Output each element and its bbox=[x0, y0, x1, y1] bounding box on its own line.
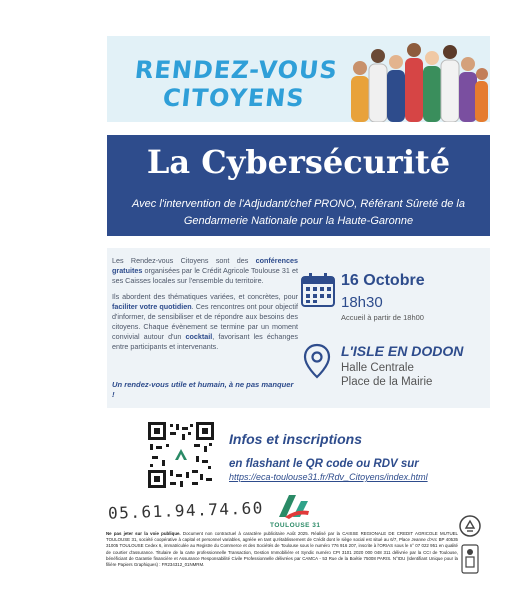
inscriptions-title: Infos et inscriptions bbox=[229, 431, 363, 447]
welcome-time: Accueil à partir de 18h00 bbox=[341, 313, 424, 322]
crowd-illustration bbox=[348, 38, 488, 122]
description-paragraph-1: Les Rendez-vous Citoyens sont des conférences gratuites organisées par le Crédit Agricole Toulouse 31 et ses Caisses locales sur l'ensemble du territoire. bbox=[112, 256, 298, 285]
recycling-icon bbox=[459, 515, 481, 537]
credit-agricole-logo bbox=[275, 491, 313, 521]
description-paragraph-2: Ils abordent des thématiques variées, et concrètes, pour faciliter votre quotidien. Ces rencontres ont pour objectif d'informer, de sensibiliser et de répondre aux besoins des citoyens. Chaque évènement se termine par un moment convivial autour d'un cocktail, favorisant les échanges entre participants et intervenants. bbox=[112, 292, 298, 351]
event-venue: Halle Centrale bbox=[341, 362, 414, 374]
speaker-subtitle: Avec l'intervention de l'Adjudant/chef PRONO, Référant Sûreté de la Gendarmerie Nationale pour la Haute-Garonne bbox=[132, 198, 465, 227]
registration-link[interactable]: https://eca-toulouse31.fr/Rdv_Citoyens/index.html bbox=[229, 472, 428, 482]
triman-icon bbox=[461, 544, 479, 574]
calendar-icon bbox=[300, 272, 336, 308]
legal-notice: Ne pas jeter sur la voie publique. Document non contractuel à caractère publicitaire Août 2025. Réalisé par la CAISSE REGIONALE DE CREDIT AGRICOLE MUTUEL TOULOUSE 31, société coopérative à capital et personnel variables, agréée en tant qu'établissement de Crédit dont le siège social est situé au 6/7, Place Jeanne d'Arc BP 40535 31005 TOULOUSE Cedex 6, immatriculée au Registre du Commerce et des Sociétés de Toulouse sous le numéro 776 916 207, inscrite à l'ORIAS sous le n° 07 022 951 en qualité de courtier d'assurance. Titulaire de la carte professionnelle Transaction, Gestion Immobilière et Syndic numéro CPI 3101 2020 000 048 311 délivrée par la CCI de Toulouse, bénéficiant de Garantie financière et Assurance Responsabilité Civile Professionnelle délivrées par CAMCA - 53 Rue de la Boétie 75008 PARIS. N°IDU (Identifiant Unique pour la filière Papiers Graphiques) : FR234312_01NMRM. bbox=[106, 531, 458, 568]
banner-title-line-1: RENDEZ-VOUS bbox=[133, 56, 340, 84]
handwritten-phone-number: 05.61.94.74.60 bbox=[107, 498, 265, 523]
qr-code[interactable] bbox=[148, 422, 214, 488]
inscriptions-instructions: en flashant le QR code ou RDV sur bbox=[229, 458, 419, 470]
logo-city-label: TOULOUSE 31 bbox=[270, 522, 321, 529]
event-time: 18h30 bbox=[341, 294, 383, 311]
event-date: 16 Octobre bbox=[341, 272, 425, 289]
banner-title-line-2: CITOYENS bbox=[161, 84, 307, 112]
tagline: Un rendez-vous utile et humain, à ne pas manquer ! bbox=[112, 380, 294, 399]
event-description bbox=[112, 256, 298, 358]
location-pin-icon bbox=[303, 343, 331, 379]
page-title: La Cybersécurité bbox=[146, 143, 451, 181]
event-town: L'ISLE EN DODON bbox=[341, 343, 464, 359]
event-address: Place de la Mairie bbox=[341, 376, 433, 388]
